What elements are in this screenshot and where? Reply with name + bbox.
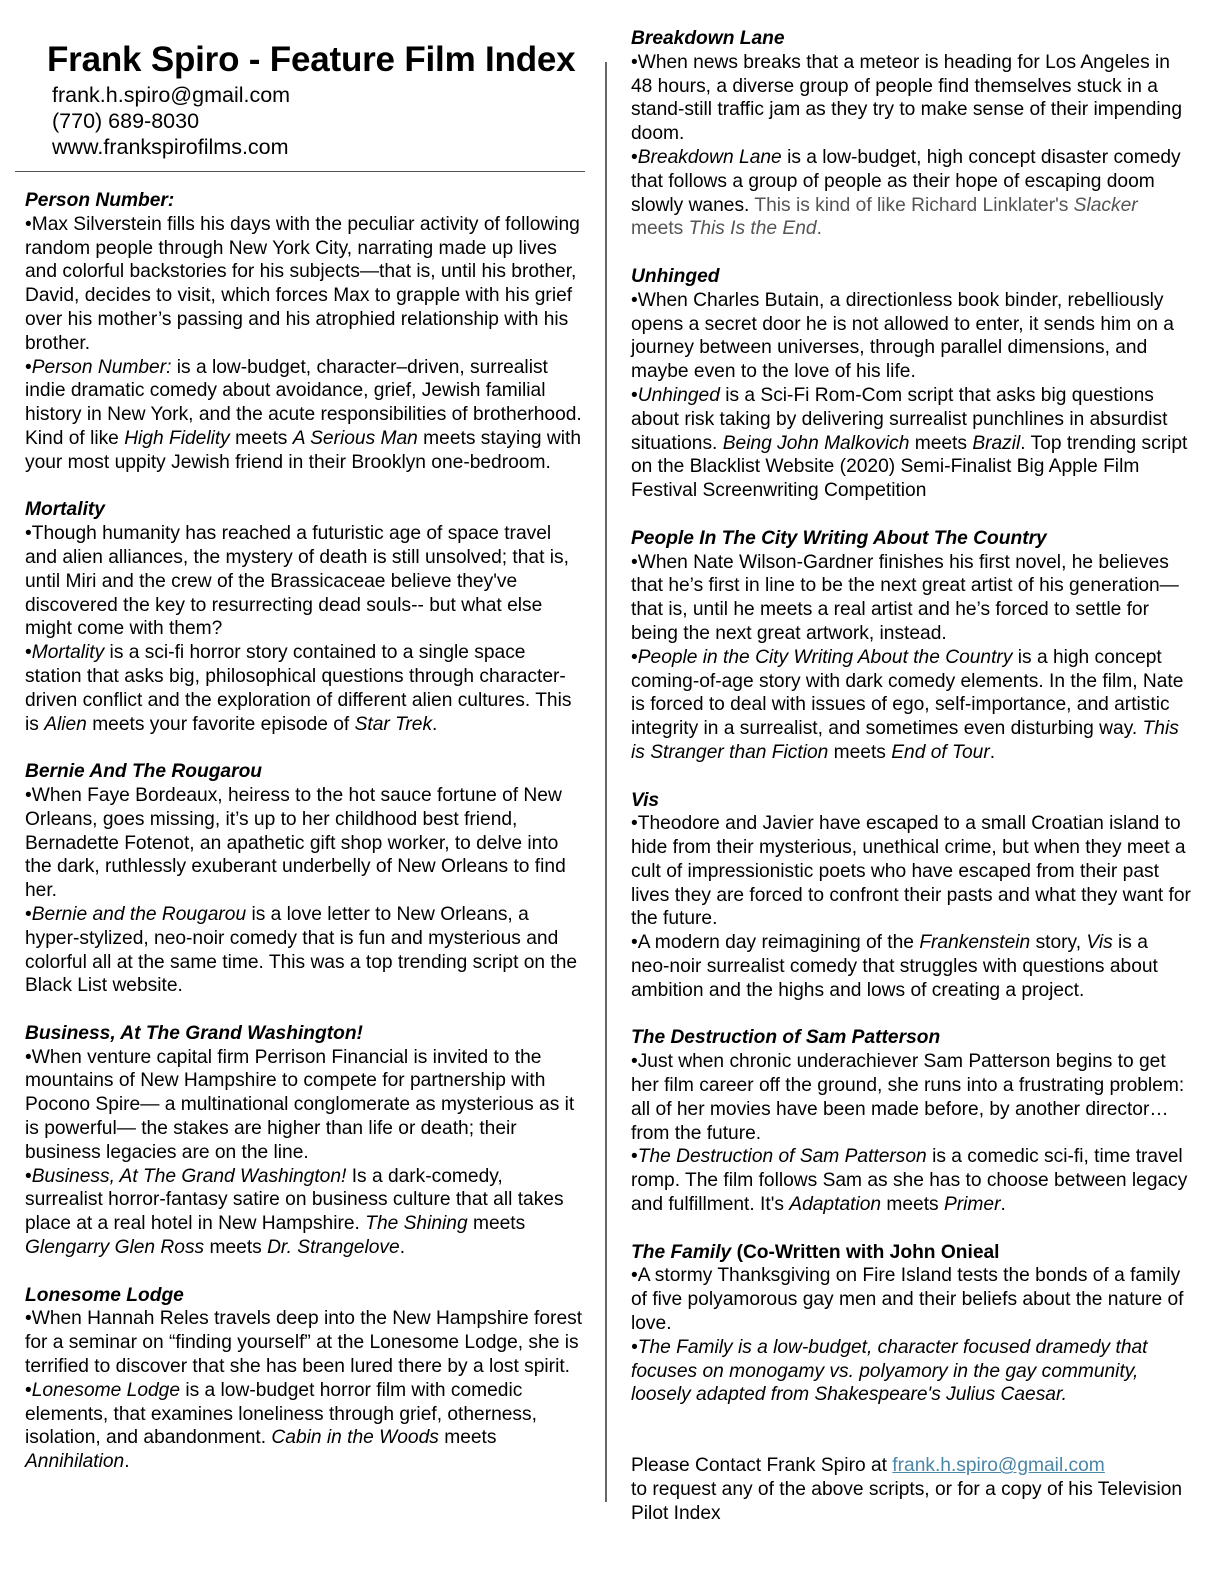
film-title: Business, At The Grand Washington! (25, 1022, 363, 1044)
film-entry-business (25, 1022, 585, 1260)
film-logline: •Just when chronic underachiever Sam Patterson begins to get her film career off the ground, she runs into a frustrating problem: all of her movies have been made before, by another director… from the future. (631, 1051, 1185, 1144)
film-entry-unhinged (631, 265, 1191, 503)
film-description: •Lonesome Lodge is a low-budget horror film with comedic elements, that examines loneliness through grief, otherness, isolation, and abandonment. Cabin in the Woods meets Annihilation. (25, 1379, 537, 1473)
film-description: •Mortality is a sci-fi horror story contained to a single space station that asks big, philosophical questions through character-driven conflict and the exploration of different alien cultures. This is Alien meets your favorite episode of Star Trek. (25, 642, 572, 735)
film-title: The Destruction of Sam Patterson (631, 1027, 941, 1049)
film-logline: •When Faye Bordeaux, heiress to the hot sauce fortune of New Orleans, goes missing, it’s up to her childhood best friend, Bernadette Fotenot, an apathetic gift shop worker, to delve into the dark, ruthlessly exuberant underbelly of New Orleans to find her. (25, 784, 566, 902)
film-description: •Person Number: is a low-budget, character–driven, surrealist indie dramatic comedy about avoidance, grief, Jewish familial history in New York, and the acute responsibilities of brotherhood. Kind of like High Fidelity meets A Serious Man meets staying with your most uppity Jewish friend in their Brooklyn one-bedroom. (25, 356, 582, 473)
film-logline: •When venture capital firm Perrison Financial is invited to the mountains of New Hampshire to compete for partnership with Pocono Spire— a multinational conglomerate as mysterious as it is powerful— the stakes are higher than life or death; their business legacies are on the line. (25, 1046, 575, 1163)
film-logline: •Theodore and Javier have escaped to a small Croatian island to hide from their mysterious, unethical crime, but when they meet a cult of impressionistic poets who have escaped from their past lives they are forced to confront their pasts and what they want for the future. (631, 813, 1191, 930)
film-description: •People in the City Writing About the Country is a high concept coming-of-age story with dark comedy elements. In the film, Nate is forced to deal with issues of ego, self-importance, and artistic integrity in a surrealist, and sometimes even disturbing way. This is Stranger than Fiction meets End of Tour. (631, 646, 1184, 763)
film-entry-vis (631, 789, 1191, 1003)
contact-email: frank.h.spiro@gmail.com (52, 83, 291, 107)
film-entry-person-number (25, 189, 585, 475)
film-title: Vis (631, 789, 660, 811)
film-logline: •Though humanity has reached a futuristic age of space travel and alien alliances, the mystery of death is still unsolved; that is, until Miri and the crew of the Brassicaceae believe they've discovered the key to resurrecting dead souls-- but what else might come with them? (25, 523, 569, 640)
contact-footer (631, 1454, 1191, 1525)
film-logline: •A stormy Thanksgiving on Fire Island tests the bonds of a family of five polyamorous gay men and their beliefs about the nature of love. (631, 1265, 1184, 1335)
film-description: •Unhinged is a Sci-Fi Rom-Com script that asks big questions about risk taking by delivering surrealist punchlines in absurdist situations. Being John Malkovich meets Brazil. Top trending script on the Blacklist Website (2020) Semi-Finalist Big Apple Film Festival Screenwriting Competition (631, 384, 1188, 502)
film-description: •The Family is a low-budget, character focused dramedy that focuses on monogamy vs. polyamory in the gay community, loosely adapted from Shakespeare's Julius Caesar. (631, 1336, 1148, 1406)
film-entry-bernie (25, 760, 585, 998)
film-logline: •When news breaks that a meteor is heading for Los Angeles in 48 hours, a diverse group of people find themselves stuck in a stand-still traffic jam as they try to make sense of their impending doom. (631, 51, 1182, 145)
film-logline: •Max Silverstein fills his days with the peculiar activity of following random people through New York City, narrating made up lives and colorful backstories for his subjects—that is, until his brother, David, decides to visit, which forces Max to grapple with his grief over his mother’s passing and his atrophied relationship with his brother. (25, 213, 580, 354)
film-entry-people-in-the-city (631, 527, 1191, 765)
film-title: Person Number: (25, 190, 175, 211)
film-title: Unhinged (631, 265, 720, 287)
header (15, 38, 585, 172)
footer-line-2: to request any of the above scripts, or for a copy of his Television Pilot Index (631, 1479, 1183, 1524)
page-title: Frank Spiro - Feature Film Index (47, 40, 576, 79)
film-entry-mortality (25, 498, 585, 736)
contact-phone: (770) 689-8030 (52, 109, 200, 133)
film-title: Mortality (25, 499, 105, 521)
film-title: Breakdown Lane (631, 28, 785, 49)
film-entry-lonesome-lodge (25, 1284, 585, 1474)
film-logline: •When Charles Butain, a directionless book binder, rebelliously opens a secret door he is not allowed to enter, it sends him on a journey between universes, through parallel dimensions, and maybe even to the love of his life. (631, 289, 1174, 383)
left-column (25, 189, 585, 1498)
right-column (631, 27, 1191, 1526)
column-divider (605, 62, 607, 1502)
film-description: •A modern day reimagining of the Frankenstein story, Vis is a neo-noir surrealist comedy that struggles with questions about ambition and the highs and lows of creating a project. (631, 932, 1158, 1001)
film-description: •Breakdown Lane is a low-budget, high concept disaster comedy that follows a group of people as their hope of escaping doom slowly wanes. This is kind of like Richard Linklater's Slacker meets This Is the End. (631, 146, 1181, 240)
film-title: People In The City Writing About The Country (631, 527, 1047, 549)
film-logline: •When Nate Wilson-Gardner finishes his first novel, he believes that he’s first in line to be the next great artist of his generation— that is, until he meets a real artist and he’s forced to settle for being the next great artwork, instead. (631, 551, 1179, 644)
film-description: •The Destruction of Sam Patterson is a comedic sci-fi, time travel romp. The film follows Sam as she has to choose between legacy and fulfillment. It's Adaptation meets Primer. (631, 1146, 1188, 1216)
film-entry-the-family (631, 1241, 1191, 1408)
film-description: •Bernie and the Rougarou is a love letter to New Orleans, a hyper-stylized, neo-noir comedy that is fun and mysterious and colorful all at the same time. This was a top trending script on the Black List website. (25, 903, 578, 997)
film-entry-breakdown-lane (631, 27, 1191, 241)
film-title: The Family (Co-Written with John Onieal (631, 1241, 1000, 1263)
contact-email-link[interactable]: frank.h.spiro@gmail.com (892, 1455, 1105, 1477)
film-entry-destruction-of-sam-patterson (631, 1026, 1191, 1216)
film-logline: •When Hannah Reles travels deep into the New Hampshire forest for a seminar on “finding yourself” at the Lonesome Lodge, she is terrified to discover that she has been lured there by a lost spirit. (25, 1308, 583, 1378)
film-title: Lonesome Lodge (25, 1284, 184, 1306)
film-title: Bernie And The Rougarou (25, 761, 263, 783)
contact-website: www.frankspirofilms.com (52, 135, 289, 159)
contact-info (52, 82, 290, 160)
footer-line-1: Please Contact Frank Spiro at frank.h.spiro@gmail.com (631, 1455, 1105, 1477)
film-description: •Business, At The Grand Washington! Is a dark-comedy, surrealist horror-fantasy satire on business culture that all takes place at a real hotel in New Hampshire. The Shining meets Glengarry Glen Ross meets Dr. Strangelove. (25, 1165, 564, 1259)
